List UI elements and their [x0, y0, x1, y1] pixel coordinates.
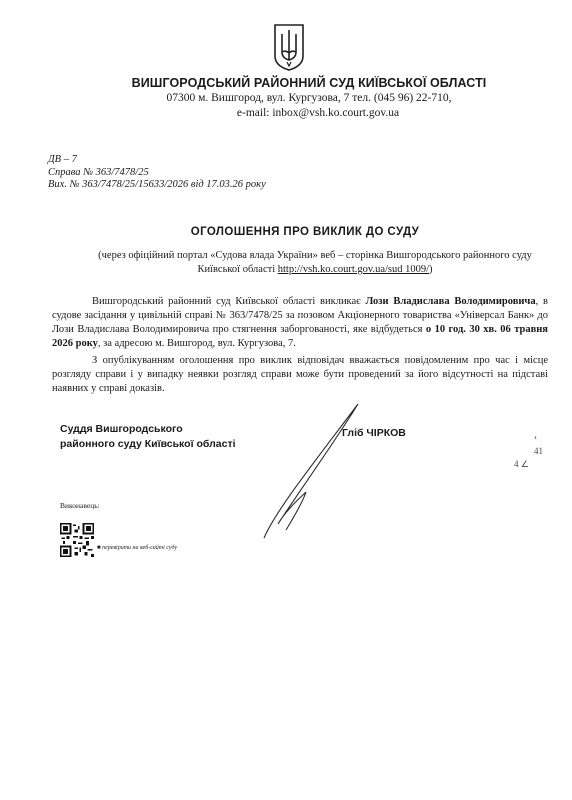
judge-position-line2: районного суду Київської області	[60, 438, 236, 450]
qr-code-icon[interactable]	[60, 523, 94, 557]
notice-paragraph: З опублікуванням оголошення про виклик відповідач вважається повідомленим про час і місце розгляду справи і у випадку неявки розгляд справи може бути проведений за його відсутності на підставі наявних у справі доказів.	[52, 355, 548, 394]
par1-text-b: , в судове засідання у цивільній справі № 363/7478/25 за позовом Акціонерного товариства «Універсал Банк» до Лози Владислава Володимировича про стягнення заборгованості, яке відбудеться	[52, 296, 548, 335]
outgoing-number: Вих. № 363/7478/25/15633/2026 від 17.03.26 року	[48, 179, 266, 190]
subtitle-text: (через офіційний портал «Судова влада України» веб – сторінка Вишгородського районного суду Київської області	[98, 250, 532, 275]
par1-text-c: , за адресою м. Вишгород, вул. Кургузова, 7.	[97, 338, 296, 349]
hearing-datetime: о 10 год. 30 хв. 06 травня 2026 року	[52, 324, 548, 349]
margin-mark-1: ‹	[534, 432, 537, 442]
par1-text-a: Вишгородський районний суд Київської області викликає	[92, 296, 366, 307]
defendant-name: Лози Владислава Володимировича	[365, 296, 536, 307]
margin-mark-3: 4 ∠	[514, 459, 529, 469]
court-name: ВИШГОРОДСЬКИЙ РАЙОННИЙ СУД КИЇВСЬКОЇ ОБЛАСТІ	[131, 76, 487, 90]
margin-mark-2: 41	[534, 446, 543, 456]
court-address: 07300 м. Вишгород, вул. Кургузова, 7 тел. (045 96) 22-710,	[166, 92, 452, 104]
judge-name: Гліб ЧІРКОВ	[342, 427, 406, 439]
court-website-link[interactable]: http://vsh.ko.court.gov.ua/sud 1009/	[277, 264, 430, 275]
handwritten-signature	[256, 400, 366, 542]
announcement-subtitle	[80, 249, 550, 277]
executor-label: Виконавець:	[60, 501, 100, 510]
qr-caption: ■ перевірити на веб-сайті суду	[97, 545, 178, 551]
doc-code: ДВ – 7	[48, 154, 77, 165]
judge-position	[60, 422, 236, 452]
subtitle-close: )	[429, 264, 433, 275]
court-email: e-mail: inbox@vsh.ko.court.gov.ua	[236, 107, 400, 119]
trident-emblem-icon	[272, 22, 306, 72]
announcement-title: ОГОЛОШЕННЯ ПРО ВИКЛИК ДО СУДУ	[190, 226, 420, 238]
summons-paragraph	[52, 295, 548, 351]
judge-position-line1: Суддя Вишгородського	[60, 423, 183, 435]
case-number: Справа № 363/7478/25	[48, 167, 149, 178]
